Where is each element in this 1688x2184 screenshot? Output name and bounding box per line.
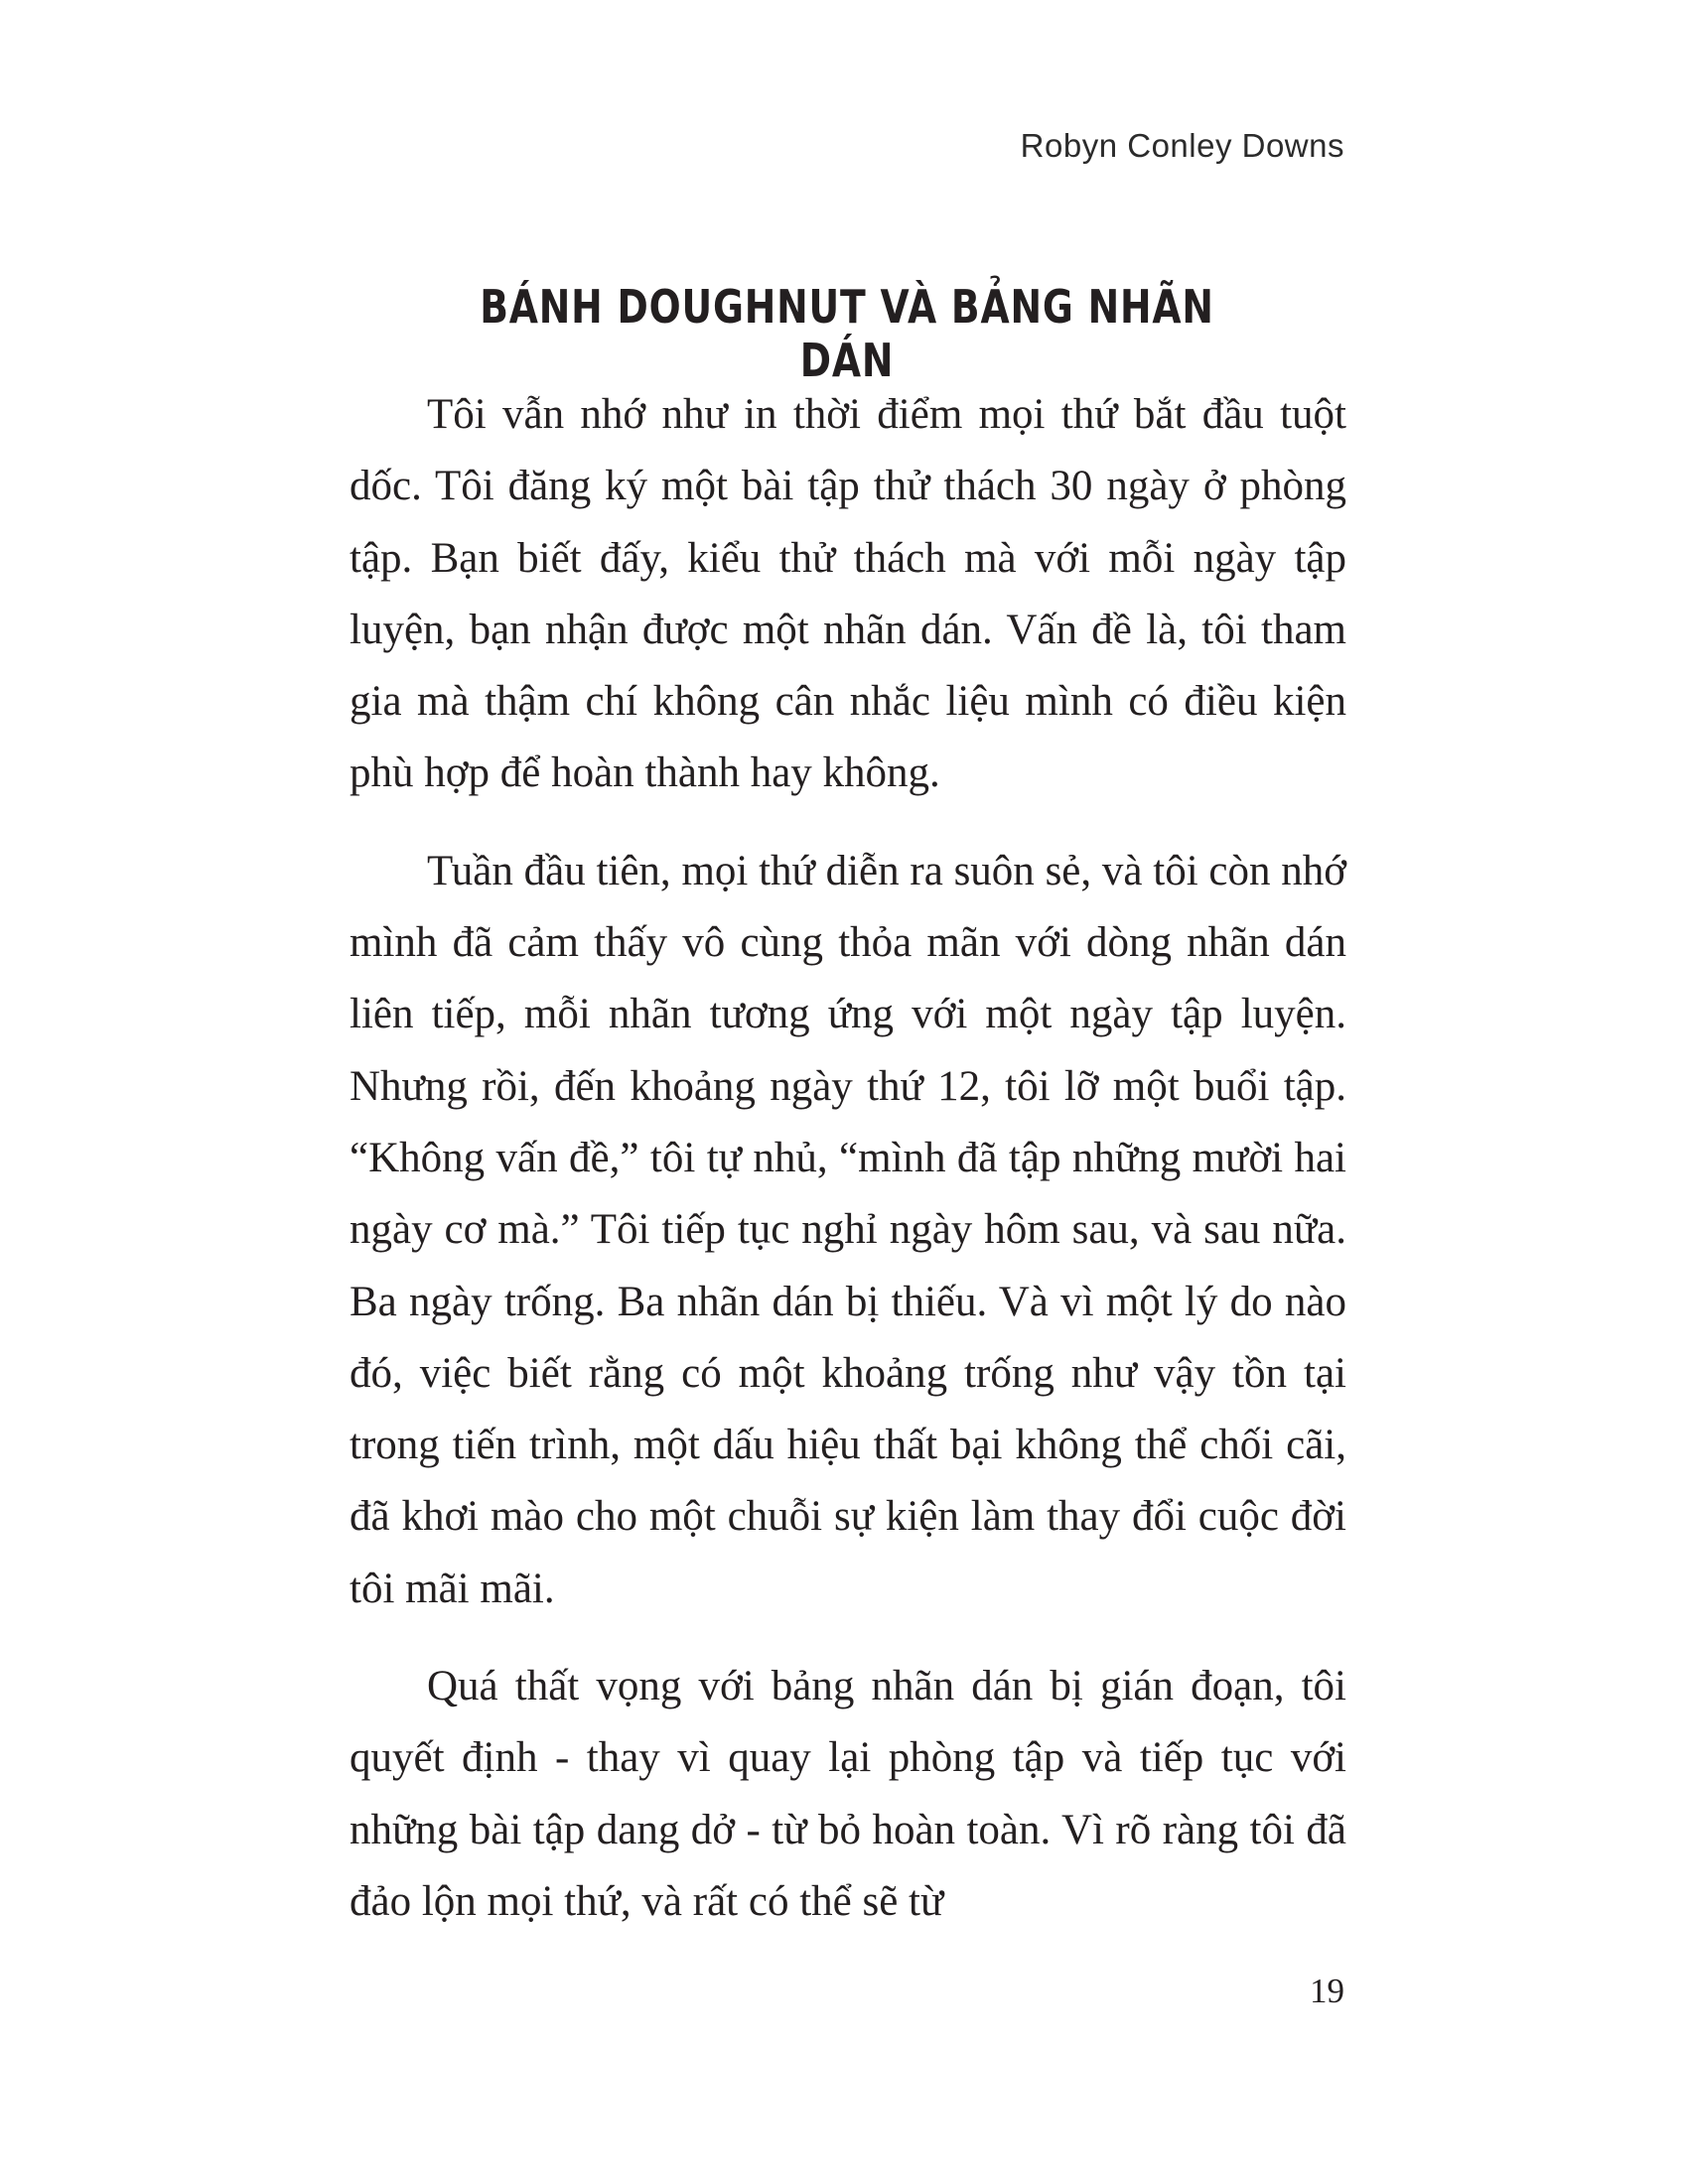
- page-number: 19: [1310, 1972, 1344, 2010]
- chapter-title: BÁNH DOUGHNUT VÀ BẢNG NHÃN DÁN: [480, 280, 1214, 387]
- paragraph-1: Tôi vẫn nhớ như in thời điểm mọi thứ bắt đầu tuột dốc. Tôi đăng ký một bài tập thử thách 30 ngày ở phòng tập. Bạn biết đấy, kiểu thử thách mà với mỗi ngày tập luyện, bạn nhận được một nhãn dán. Vấn đề là, tôi tham gia mà thậm chí không cân nhắc liệu mình có điều kiện phù hợp để hoàn thành hay không.: [350, 391, 1346, 797]
- body-text: [350, 379, 1346, 1964]
- paragraph-3: Quá thất vọng với bảng nhãn dán bị gián đoạn, tôi quyết định - thay vì quay lại phòng tập và tiếp tục với những bài tập dang dở - từ bỏ hoàn toàn. Vì rõ ràng tôi đã đảo lộn mọi thứ, và rất có thể sẽ từ: [350, 1663, 1346, 1925]
- paragraph-2: Tuần đầu tiên, mọi thứ diễn ra suôn sẻ, và tôi còn nhớ mình đã cảm thấy vô cùng thỏa mãn với dòng nhãn dán liên tiếp, mỗi nhãn tương ứng với một ngày tập luyện. Nhưng rồi, đến khoảng ngày thứ 12, tôi lỡ một buổi tập. “Không vấn đề,” tôi tự nhủ, “mình đã tập những mười hai ngày cơ mà.” Tôi tiếp tục nghỉ ngày hôm sau, và sau nữa. Ba ngày trống. Ba nhãn dán bị thiếu. Và vì một lý do nào đó, việc biết rằng có một khoảng trống như vậy tồn tại trong tiến trình, một dấu hiệu thất bại không thể chối cãi, đã khơi mào cho một chuỗi sự kiện làm thay đổi cuộc đời tôi mãi mãi.: [350, 847, 1346, 1612]
- running-header-author: Robyn Conley Downs: [1020, 127, 1344, 164]
